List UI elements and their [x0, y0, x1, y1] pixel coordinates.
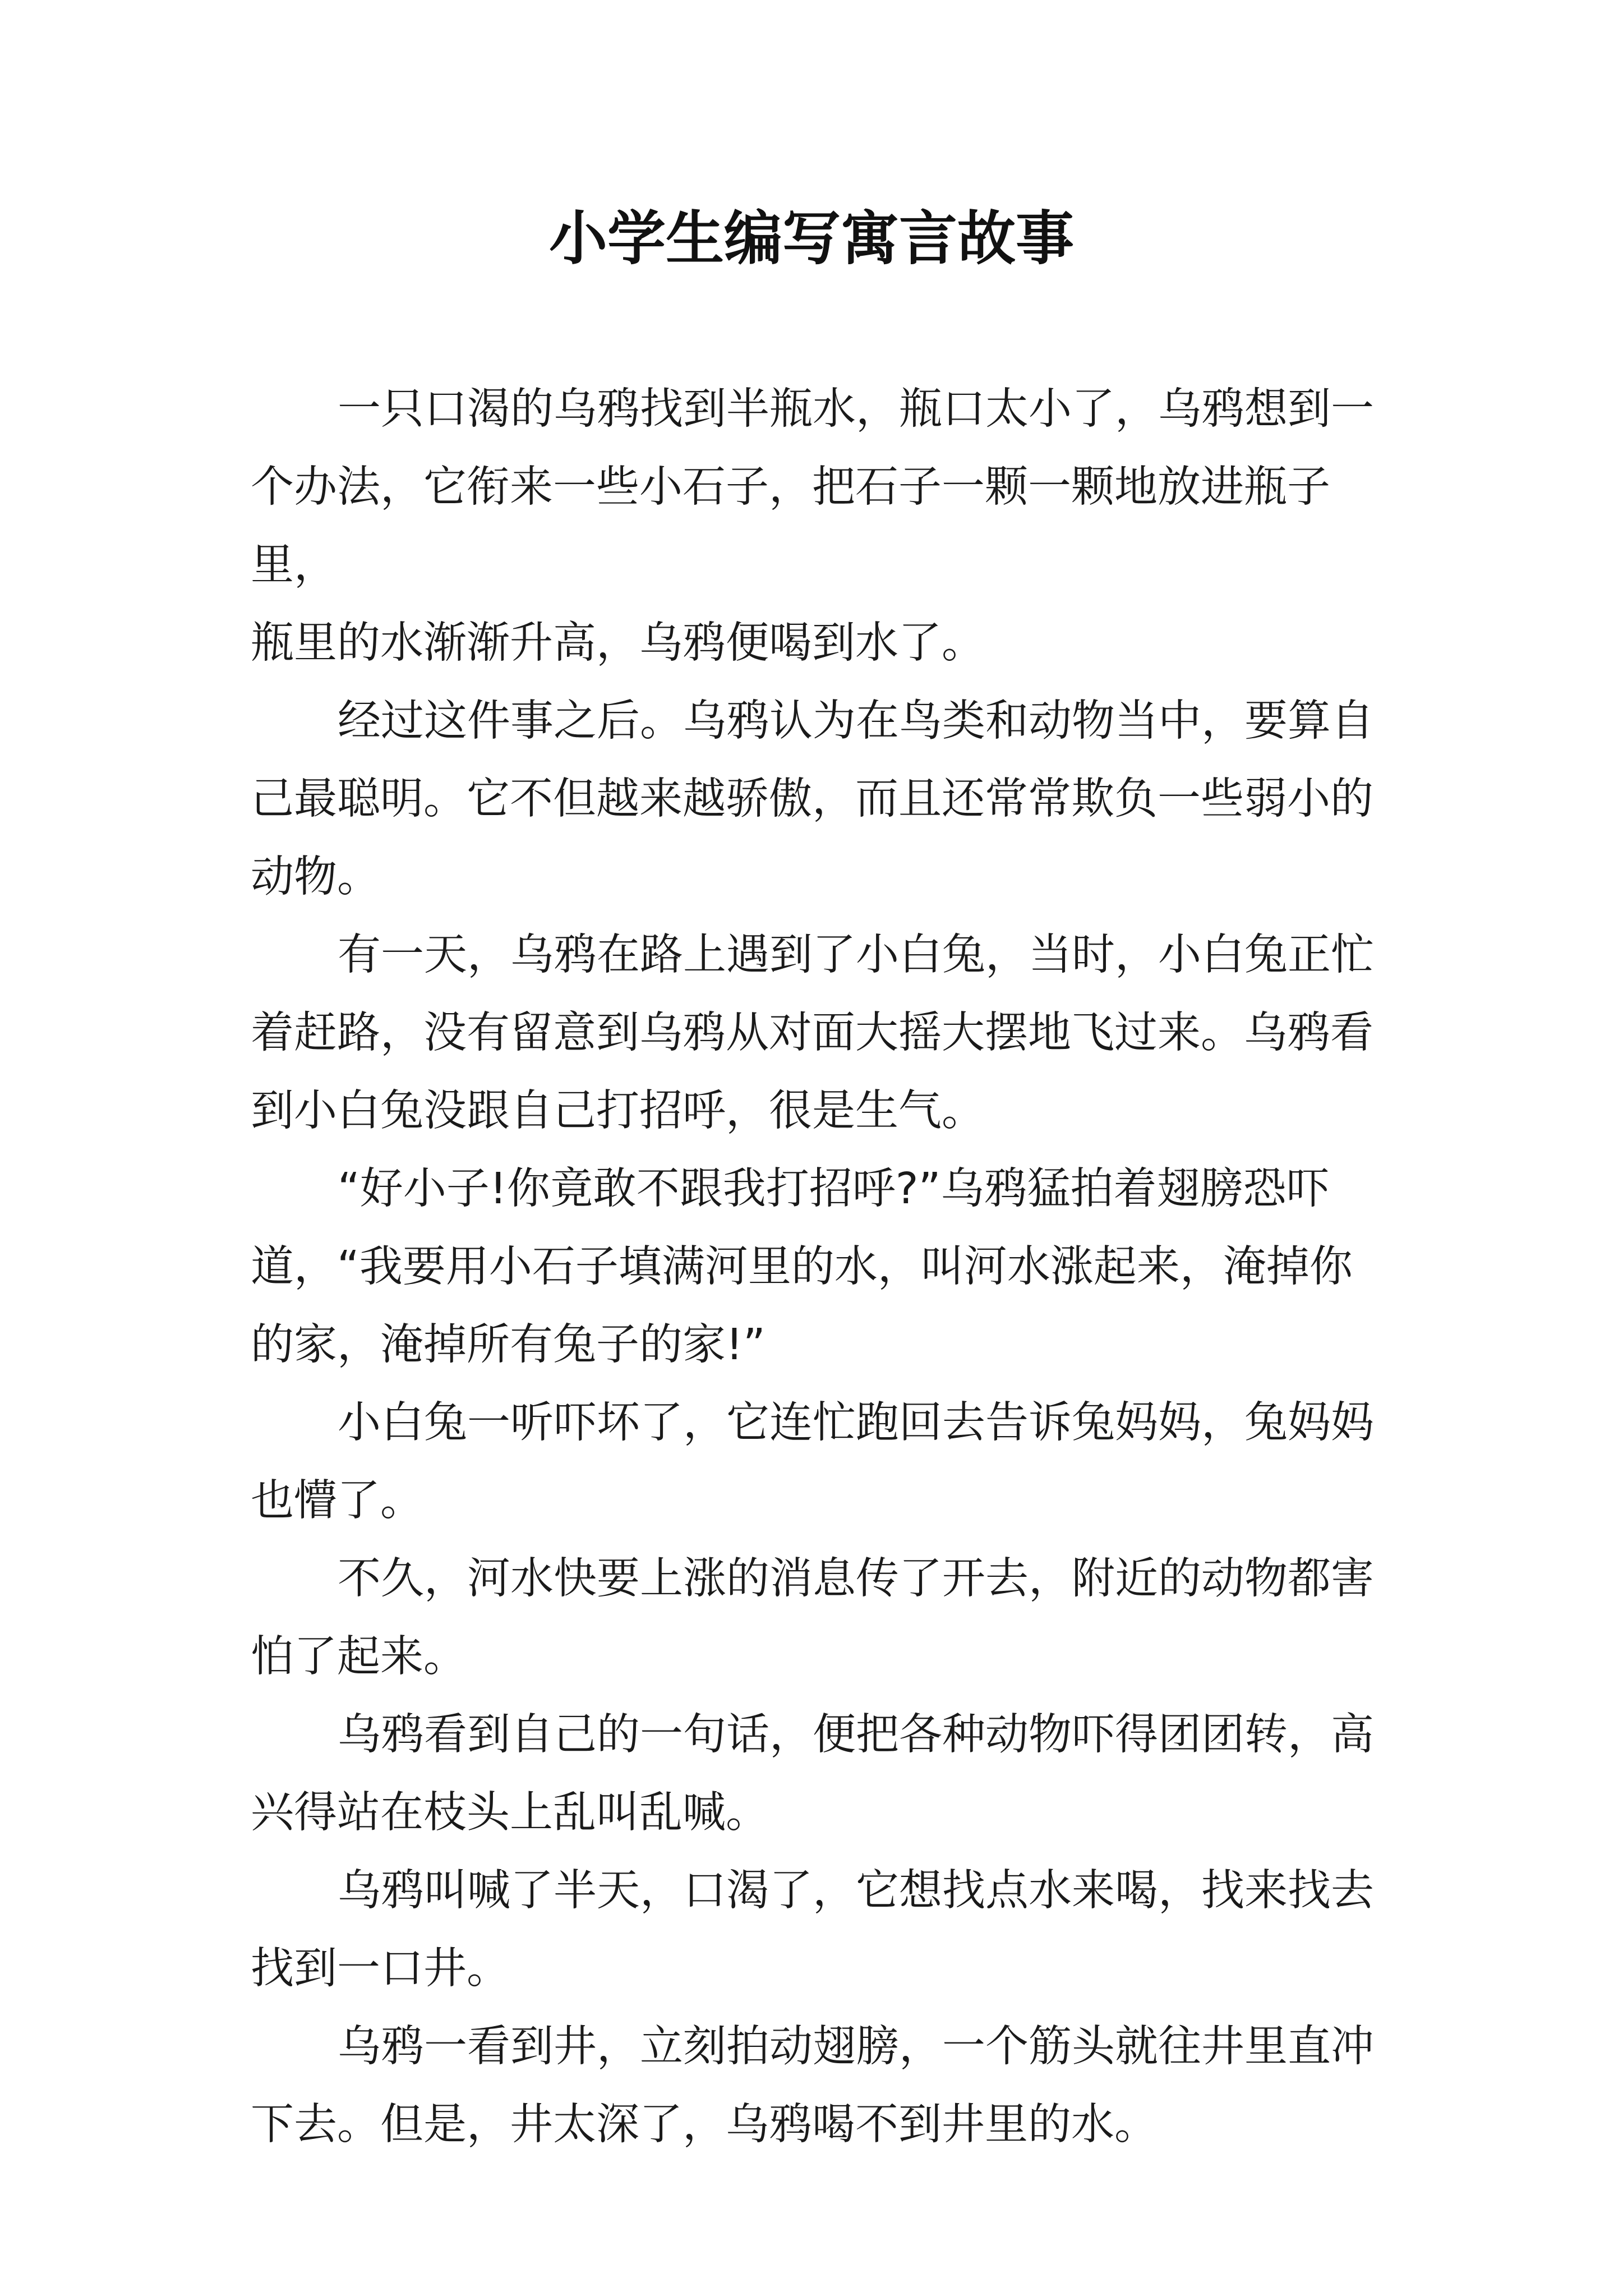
paragraph-1: 一只口渴的乌鸦找到半瓶水，瓶口太小了，乌鸦想到一 个办法，它衔来一些小石子，把石子一颗一颗地放进瓶子里， 瓶里的水渐渐升高，乌鸦便喝到水了。 — [251, 384, 1374, 668]
paragraph-6: 不久，河水快要上涨的消息传了开去，附近的动物都害 怕了起来。 — [251, 1554, 1374, 1682]
paragraph-4: “好小子!你竟敢不跟我打招呼?”乌鸦猛拍着翅膀恐吓 道，“我要用小石子填满河里的水，叫河水涨起来，淹掉你 的家，淹掉所有兔子的家!” — [251, 1164, 1353, 1370]
document-body — [251, 370, 1395, 2164]
paragraph-5: 小白兔一听吓坏了，它连忙跑回去告诉兔妈妈，兔妈妈 也懵了。 — [251, 1398, 1374, 1526]
paragraph-2: 经过这件事之后。乌鸦认为在鸟类和动物当中，要算自 己最聪明。它不但越来越骄傲，而且还常常欺负一些弱小的 动物。 — [251, 696, 1374, 902]
paragraph-8: 乌鸦叫喊了半天，口渴了，它想找点水来喝，找来找去 找到一口井。 — [251, 1866, 1374, 1994]
document-title: 小学生编写寓言故事 — [548, 204, 1074, 273]
paragraph-3: 有一天，乌鸦在路上遇到了小白兔，当时，小白兔正忙 着赶路，没有留意到乌鸦从对面大摇大摆地飞过来。乌鸦看 到小白兔没跟自己打招呼，很是生气。 — [251, 930, 1374, 1136]
paragraph-7: 乌鸦看到自己的一句话，便把各种动物吓得团团转，高 兴得站在枝头上乱叫乱喊。 — [251, 1710, 1374, 1838]
paragraph-9: 乌鸦一看到井，立刻拍动翅膀，一个筋头就往井里直冲 下去。但是，井太深了，乌鸦喝不到井里的水。 — [251, 2022, 1374, 2150]
